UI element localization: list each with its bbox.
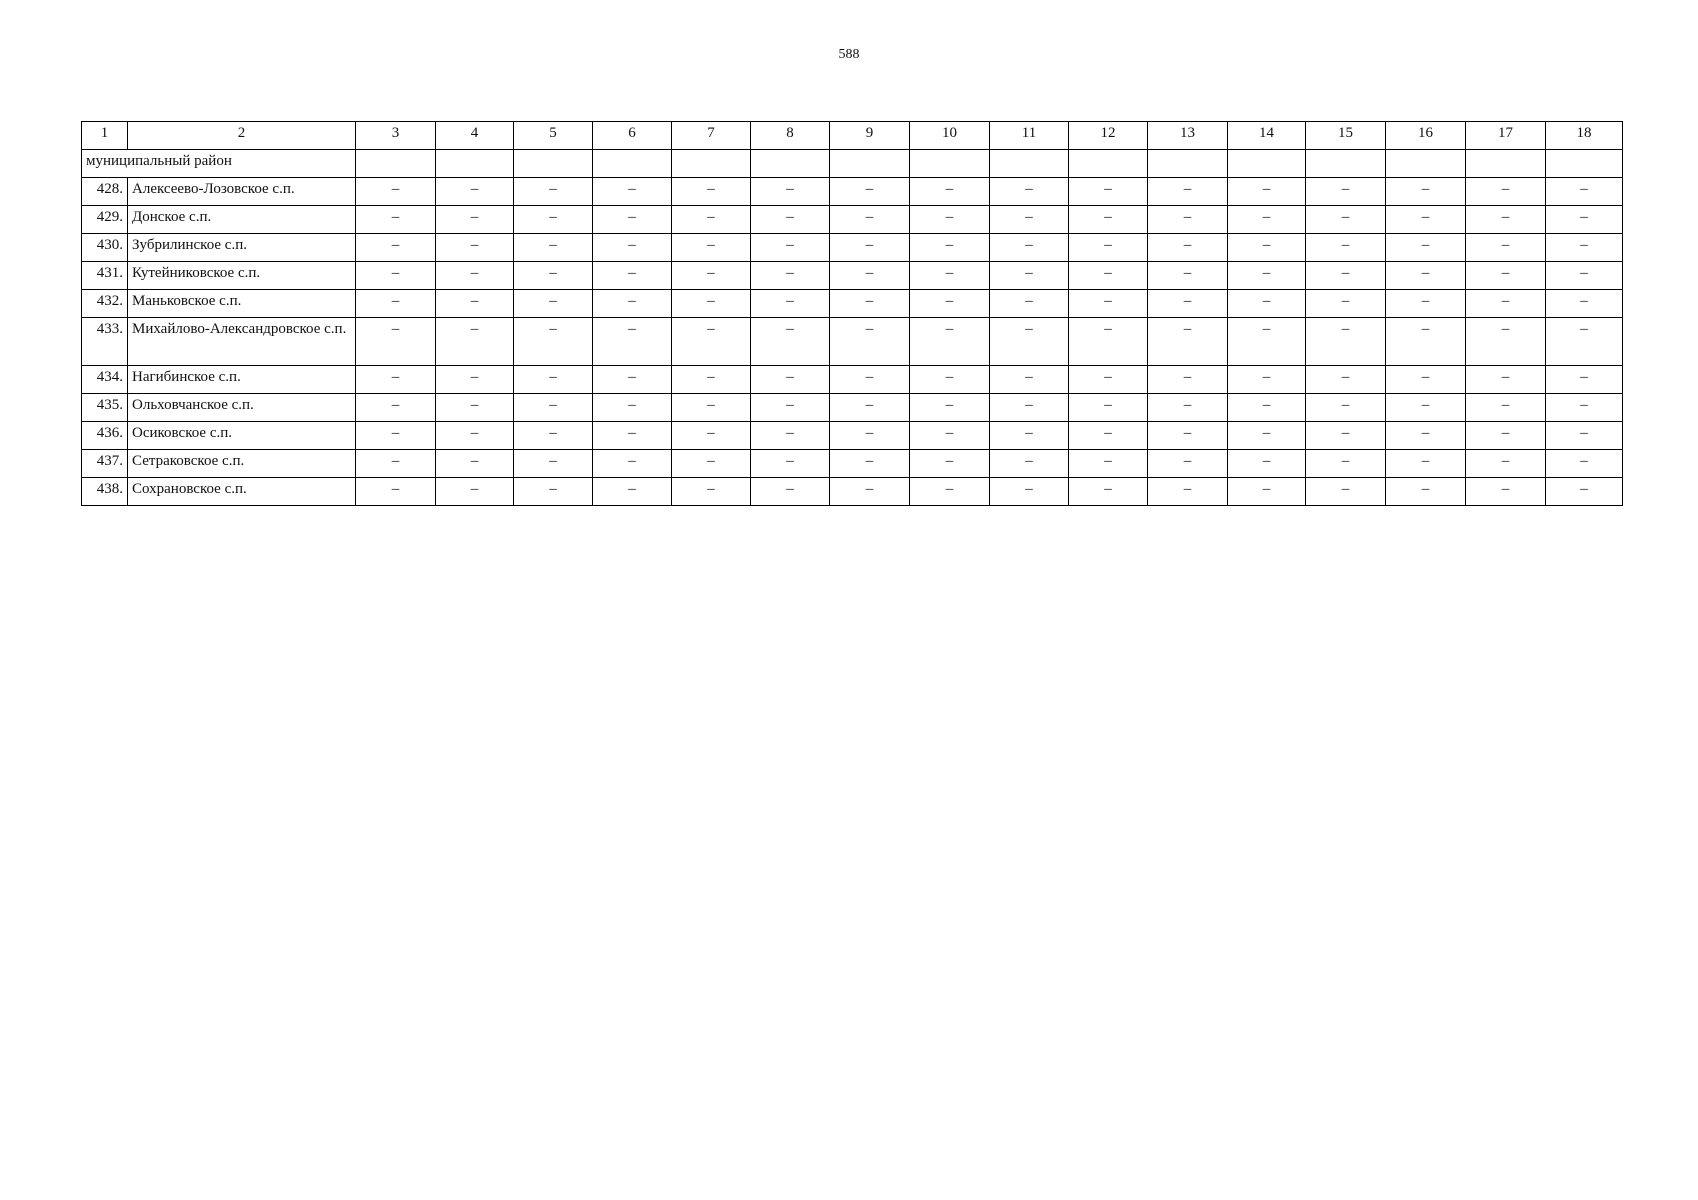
value-cell: – bbox=[436, 290, 514, 318]
settlement-name: Сохрановское с.п. bbox=[128, 478, 356, 506]
settlement-name: Сетраковское с.п. bbox=[128, 450, 356, 478]
value-cell: – bbox=[436, 394, 514, 422]
value-cell: – bbox=[356, 422, 436, 450]
value-cell: – bbox=[1228, 422, 1306, 450]
value-cell: – bbox=[593, 290, 672, 318]
value-cell: – bbox=[910, 450, 990, 478]
value-cell: – bbox=[1386, 206, 1466, 234]
value-cell: – bbox=[1306, 262, 1386, 290]
value-cell: – bbox=[672, 234, 751, 262]
value-cell: – bbox=[356, 394, 436, 422]
value-cell: – bbox=[910, 290, 990, 318]
value-cell: – bbox=[593, 318, 672, 366]
settlement-name: Маньковское с.п. bbox=[128, 290, 356, 318]
value-cell: – bbox=[910, 366, 990, 394]
table-row bbox=[82, 394, 1623, 422]
value-cell: – bbox=[436, 178, 514, 206]
value-cell: – bbox=[910, 262, 990, 290]
value-cell: – bbox=[514, 422, 593, 450]
value-cell: – bbox=[830, 178, 910, 206]
value-cell: – bbox=[1466, 422, 1546, 450]
table-row bbox=[82, 178, 1623, 206]
value-cell: – bbox=[514, 262, 593, 290]
value-cell: – bbox=[1546, 422, 1623, 450]
header-cell: 18 bbox=[1546, 122, 1623, 150]
page-number: 588 bbox=[838, 47, 860, 62]
value-cell: – bbox=[1386, 234, 1466, 262]
value-cell: – bbox=[1306, 394, 1386, 422]
settlement-name: Зубрилинское с.п. bbox=[128, 234, 356, 262]
value-cell: – bbox=[672, 366, 751, 394]
value-cell: – bbox=[1228, 234, 1306, 262]
value-cell: – bbox=[1546, 178, 1623, 206]
section-row bbox=[82, 150, 1623, 178]
value-cell: – bbox=[593, 178, 672, 206]
value-cell: – bbox=[830, 366, 910, 394]
value-cell: – bbox=[1386, 318, 1466, 366]
value-cell: – bbox=[751, 234, 830, 262]
value-cell: – bbox=[1148, 450, 1228, 478]
value-cell: – bbox=[1546, 478, 1623, 506]
row-number: 428. bbox=[82, 178, 128, 206]
header-cell: 8 bbox=[751, 122, 830, 150]
value-cell: – bbox=[1466, 394, 1546, 422]
empty-cell bbox=[514, 150, 593, 178]
value-cell: – bbox=[356, 234, 436, 262]
value-cell: – bbox=[436, 262, 514, 290]
value-cell: – bbox=[751, 262, 830, 290]
value-cell: – bbox=[672, 422, 751, 450]
empty-cell bbox=[1228, 150, 1306, 178]
value-cell: – bbox=[514, 478, 593, 506]
value-cell: – bbox=[1069, 478, 1148, 506]
table-row bbox=[82, 290, 1623, 318]
value-cell: – bbox=[1148, 366, 1228, 394]
value-cell: – bbox=[593, 206, 672, 234]
data-table bbox=[81, 121, 1623, 506]
value-cell: – bbox=[356, 478, 436, 506]
value-cell: – bbox=[1546, 318, 1623, 366]
value-cell: – bbox=[1546, 206, 1623, 234]
empty-cell bbox=[1466, 150, 1546, 178]
row-number: 437. bbox=[82, 450, 128, 478]
header-cell: 9 bbox=[830, 122, 910, 150]
value-cell: – bbox=[1466, 206, 1546, 234]
value-cell: – bbox=[1306, 422, 1386, 450]
value-cell: – bbox=[990, 394, 1069, 422]
empty-cell bbox=[830, 150, 910, 178]
header-cell: 11 bbox=[990, 122, 1069, 150]
value-cell: – bbox=[910, 206, 990, 234]
value-cell: – bbox=[514, 366, 593, 394]
value-cell: – bbox=[1386, 478, 1466, 506]
value-cell: – bbox=[910, 422, 990, 450]
row-number: 431. bbox=[82, 262, 128, 290]
value-cell: – bbox=[1148, 422, 1228, 450]
value-cell: – bbox=[1306, 478, 1386, 506]
value-cell: – bbox=[1386, 262, 1466, 290]
value-cell: – bbox=[751, 206, 830, 234]
header-cell: 6 bbox=[593, 122, 672, 150]
header-cell: 12 bbox=[1069, 122, 1148, 150]
value-cell: – bbox=[356, 262, 436, 290]
settlement-name: Ольховчанское с.п. bbox=[128, 394, 356, 422]
value-cell: – bbox=[1546, 366, 1623, 394]
row-number: 436. bbox=[82, 422, 128, 450]
value-cell: – bbox=[1148, 262, 1228, 290]
value-cell: – bbox=[1228, 394, 1306, 422]
value-cell: – bbox=[672, 394, 751, 422]
value-cell: – bbox=[1306, 290, 1386, 318]
header-cell: 1 bbox=[82, 122, 128, 150]
value-cell: – bbox=[436, 422, 514, 450]
value-cell: – bbox=[672, 206, 751, 234]
empty-cell bbox=[672, 150, 751, 178]
header-cell: 17 bbox=[1466, 122, 1546, 150]
value-cell: – bbox=[1228, 178, 1306, 206]
value-cell: – bbox=[593, 262, 672, 290]
value-cell: – bbox=[751, 450, 830, 478]
value-cell: – bbox=[910, 178, 990, 206]
value-cell: – bbox=[1069, 206, 1148, 234]
row-number: 433. bbox=[82, 318, 128, 366]
value-cell: – bbox=[1148, 478, 1228, 506]
header-cell: 14 bbox=[1228, 122, 1306, 150]
header-cell: 16 bbox=[1386, 122, 1466, 150]
value-cell: – bbox=[1069, 178, 1148, 206]
value-cell: – bbox=[830, 450, 910, 478]
header-cell: 2 bbox=[128, 122, 356, 150]
value-cell: – bbox=[1148, 290, 1228, 318]
value-cell: – bbox=[1228, 206, 1306, 234]
value-cell: – bbox=[1466, 366, 1546, 394]
header-cell: 15 bbox=[1306, 122, 1386, 150]
value-cell: – bbox=[436, 366, 514, 394]
value-cell: – bbox=[1228, 478, 1306, 506]
table-row bbox=[82, 318, 1623, 366]
empty-cell bbox=[1069, 150, 1148, 178]
header-cell: 13 bbox=[1148, 122, 1228, 150]
value-cell: – bbox=[1466, 318, 1546, 366]
row-number: 432. bbox=[82, 290, 128, 318]
value-cell: – bbox=[1148, 318, 1228, 366]
settlement-name: Алексеево-Лозовское с.п. bbox=[128, 178, 356, 206]
row-number: 435. bbox=[82, 394, 128, 422]
value-cell: – bbox=[1466, 234, 1546, 262]
value-cell: – bbox=[990, 478, 1069, 506]
value-cell: – bbox=[1069, 450, 1148, 478]
value-cell: – bbox=[1466, 478, 1546, 506]
value-cell: – bbox=[751, 178, 830, 206]
value-cell: – bbox=[910, 318, 990, 366]
row-number: 434. bbox=[82, 366, 128, 394]
value-cell: – bbox=[830, 394, 910, 422]
value-cell: – bbox=[1546, 262, 1623, 290]
value-cell: – bbox=[356, 366, 436, 394]
empty-cell bbox=[1306, 150, 1386, 178]
value-cell: – bbox=[436, 234, 514, 262]
value-cell: – bbox=[1306, 234, 1386, 262]
value-cell: – bbox=[1386, 422, 1466, 450]
value-cell: – bbox=[514, 178, 593, 206]
value-cell: – bbox=[1546, 290, 1623, 318]
value-cell: – bbox=[910, 234, 990, 262]
table-row bbox=[82, 262, 1623, 290]
value-cell: – bbox=[1069, 318, 1148, 366]
value-cell: – bbox=[593, 422, 672, 450]
value-cell: – bbox=[1386, 366, 1466, 394]
table-row bbox=[82, 206, 1623, 234]
value-cell: – bbox=[1386, 178, 1466, 206]
value-cell: – bbox=[1228, 290, 1306, 318]
value-cell: – bbox=[830, 290, 910, 318]
empty-cell bbox=[1546, 150, 1623, 178]
value-cell: – bbox=[672, 450, 751, 478]
value-cell: – bbox=[1306, 366, 1386, 394]
value-cell: – bbox=[593, 450, 672, 478]
value-cell: – bbox=[1228, 450, 1306, 478]
value-cell: – bbox=[1386, 290, 1466, 318]
empty-cell bbox=[436, 150, 514, 178]
value-cell: – bbox=[1228, 262, 1306, 290]
value-cell: – bbox=[1069, 422, 1148, 450]
empty-cell bbox=[1148, 150, 1228, 178]
header-row bbox=[82, 122, 1623, 150]
value-cell: – bbox=[990, 290, 1069, 318]
value-cell: – bbox=[514, 234, 593, 262]
value-cell: – bbox=[672, 178, 751, 206]
header-cell: 7 bbox=[672, 122, 751, 150]
value-cell: – bbox=[1466, 262, 1546, 290]
value-cell: – bbox=[910, 394, 990, 422]
empty-cell bbox=[990, 150, 1069, 178]
value-cell: – bbox=[514, 290, 593, 318]
value-cell: – bbox=[1148, 234, 1228, 262]
value-cell: – bbox=[436, 450, 514, 478]
value-cell: – bbox=[1069, 262, 1148, 290]
header-cell: 4 bbox=[436, 122, 514, 150]
value-cell: – bbox=[1306, 178, 1386, 206]
value-cell: – bbox=[830, 262, 910, 290]
value-cell: – bbox=[1069, 234, 1148, 262]
header-cell: 10 bbox=[910, 122, 990, 150]
row-number: 429. bbox=[82, 206, 128, 234]
value-cell: – bbox=[1069, 394, 1148, 422]
value-cell: – bbox=[990, 422, 1069, 450]
value-cell: – bbox=[1069, 290, 1148, 318]
table-row bbox=[82, 234, 1623, 262]
value-cell: – bbox=[1228, 366, 1306, 394]
value-cell: – bbox=[356, 206, 436, 234]
value-cell: – bbox=[1306, 450, 1386, 478]
value-cell: – bbox=[514, 318, 593, 366]
value-cell: – bbox=[830, 234, 910, 262]
value-cell: – bbox=[593, 394, 672, 422]
value-cell: – bbox=[672, 478, 751, 506]
value-cell: – bbox=[751, 394, 830, 422]
value-cell: – bbox=[356, 450, 436, 478]
value-cell: – bbox=[751, 422, 830, 450]
value-cell: – bbox=[1386, 450, 1466, 478]
value-cell: – bbox=[1069, 366, 1148, 394]
value-cell: – bbox=[672, 262, 751, 290]
value-cell: – bbox=[990, 234, 1069, 262]
value-cell: – bbox=[1386, 394, 1466, 422]
value-cell: – bbox=[1466, 290, 1546, 318]
value-cell: – bbox=[593, 478, 672, 506]
empty-cell bbox=[751, 150, 830, 178]
value-cell: – bbox=[990, 318, 1069, 366]
value-cell: – bbox=[830, 318, 910, 366]
value-cell: – bbox=[751, 366, 830, 394]
empty-cell bbox=[593, 150, 672, 178]
value-cell: – bbox=[1466, 178, 1546, 206]
value-cell: – bbox=[990, 366, 1069, 394]
value-cell: – bbox=[436, 206, 514, 234]
value-cell: – bbox=[1546, 234, 1623, 262]
value-cell: – bbox=[356, 178, 436, 206]
value-cell: – bbox=[751, 318, 830, 366]
value-cell: – bbox=[1148, 178, 1228, 206]
value-cell: – bbox=[751, 478, 830, 506]
value-cell: – bbox=[1306, 206, 1386, 234]
value-cell: – bbox=[593, 234, 672, 262]
empty-cell bbox=[1386, 150, 1466, 178]
table-row bbox=[82, 450, 1623, 478]
settlement-name: Кутейниковское с.п. bbox=[128, 262, 356, 290]
value-cell: – bbox=[1546, 450, 1623, 478]
value-cell: – bbox=[1466, 450, 1546, 478]
value-cell: – bbox=[990, 262, 1069, 290]
value-cell: – bbox=[1546, 394, 1623, 422]
value-cell: – bbox=[672, 290, 751, 318]
table-row bbox=[82, 478, 1623, 506]
settlement-name: Донское с.п. bbox=[128, 206, 356, 234]
header-cell: 3 bbox=[356, 122, 436, 150]
value-cell: – bbox=[1306, 318, 1386, 366]
value-cell: – bbox=[672, 318, 751, 366]
value-cell: – bbox=[830, 478, 910, 506]
value-cell: – bbox=[436, 478, 514, 506]
row-number: 430. bbox=[82, 234, 128, 262]
value-cell: – bbox=[1228, 318, 1306, 366]
empty-cell bbox=[910, 150, 990, 178]
value-cell: – bbox=[356, 290, 436, 318]
value-cell: – bbox=[910, 478, 990, 506]
settlement-name: Михайлово-Александровское с.п. bbox=[128, 318, 356, 366]
value-cell: – bbox=[830, 206, 910, 234]
value-cell: – bbox=[751, 290, 830, 318]
table-row bbox=[82, 422, 1623, 450]
section-title: муниципальный район bbox=[82, 150, 356, 178]
value-cell: – bbox=[514, 206, 593, 234]
value-cell: – bbox=[990, 206, 1069, 234]
table-row bbox=[82, 366, 1623, 394]
value-cell: – bbox=[593, 366, 672, 394]
settlement-name: Нагибинское с.п. bbox=[128, 366, 356, 394]
value-cell: – bbox=[1148, 394, 1228, 422]
value-cell: – bbox=[990, 450, 1069, 478]
settlement-name: Осиковское с.п. bbox=[128, 422, 356, 450]
row-number: 438. bbox=[82, 478, 128, 506]
value-cell: – bbox=[356, 318, 436, 366]
empty-cell bbox=[356, 150, 436, 178]
value-cell: – bbox=[514, 394, 593, 422]
value-cell: – bbox=[436, 318, 514, 366]
value-cell: – bbox=[1148, 206, 1228, 234]
value-cell: – bbox=[514, 450, 593, 478]
value-cell: – bbox=[830, 422, 910, 450]
value-cell: – bbox=[990, 178, 1069, 206]
header-cell: 5 bbox=[514, 122, 593, 150]
